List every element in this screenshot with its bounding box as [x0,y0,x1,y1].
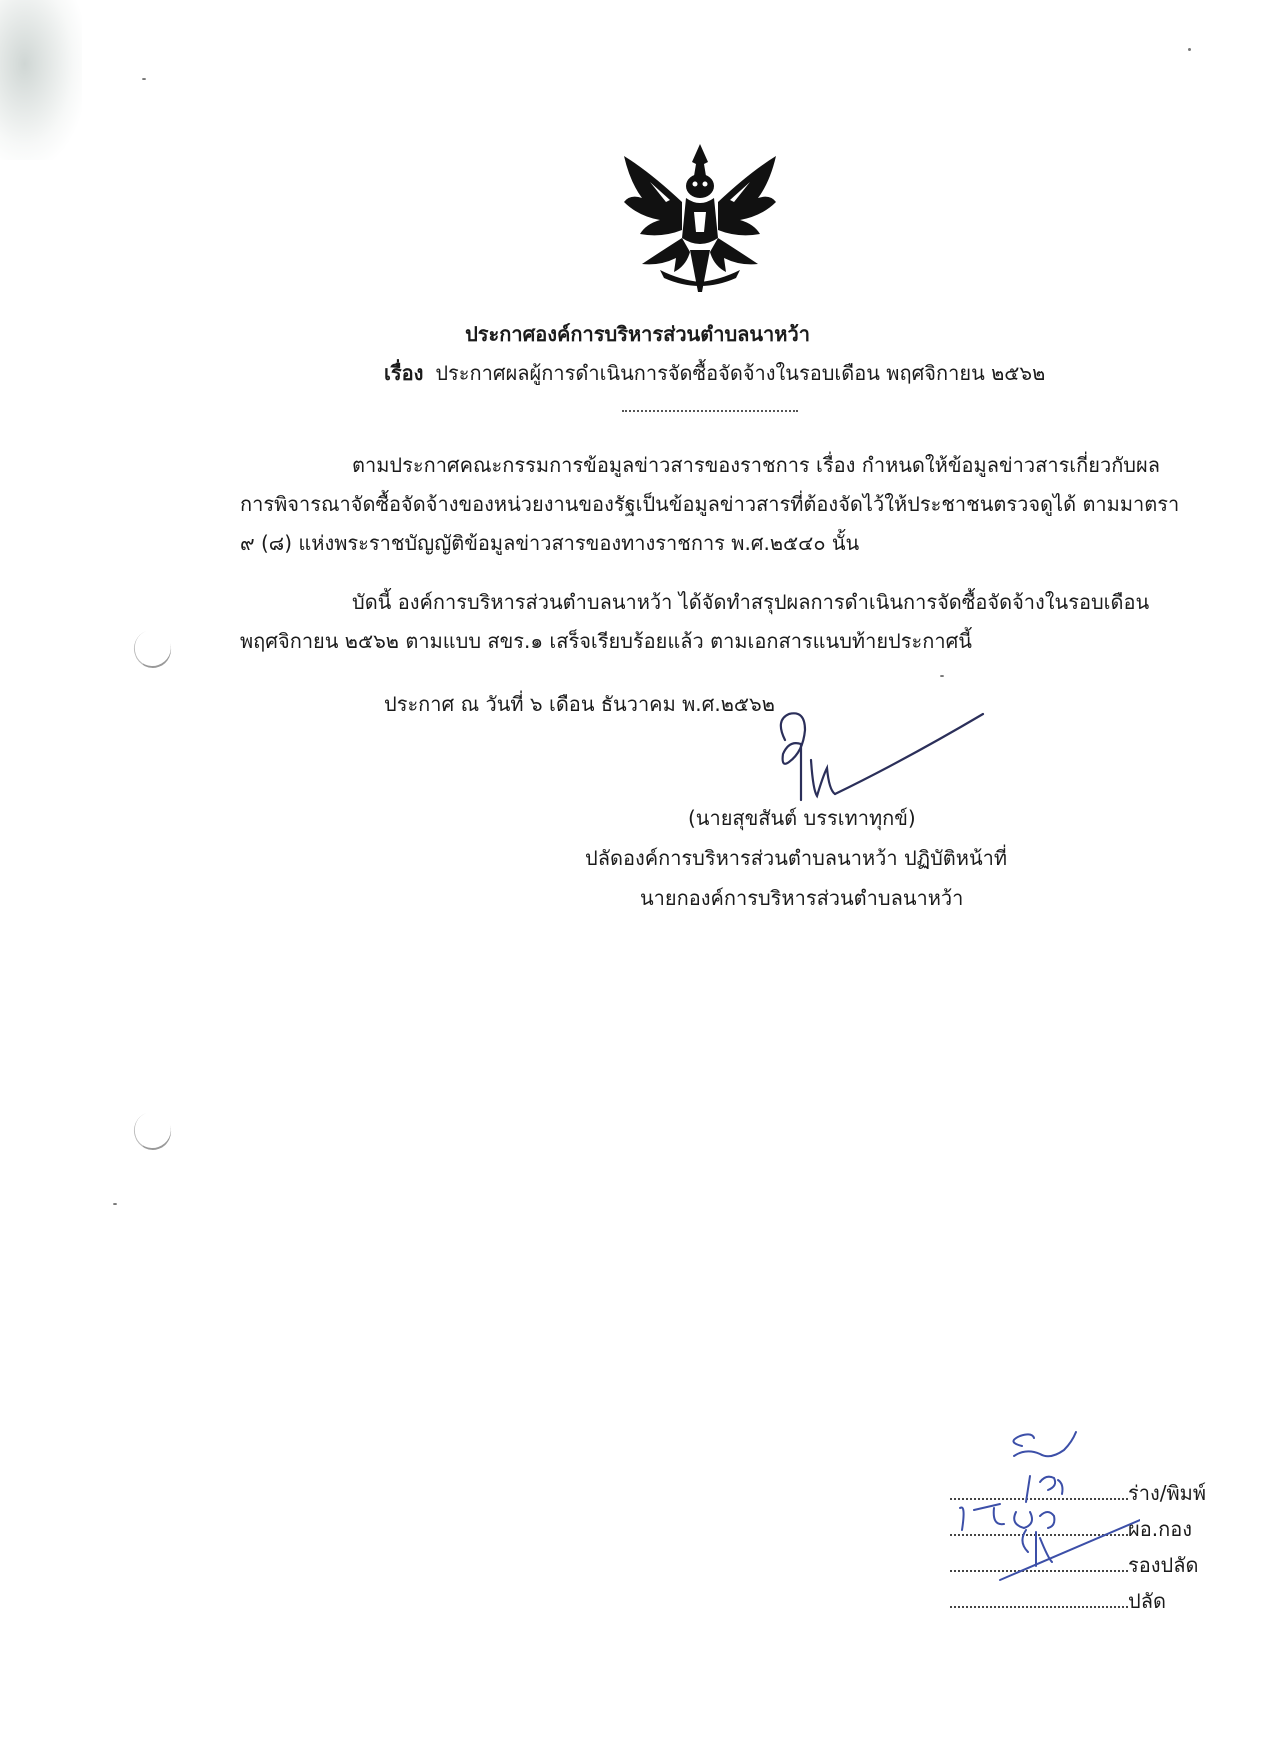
paragraph-1-line-2: การพิจารณาจัดซื้อจัดจ้างของหน่วยงานของรัฐเป็นข้อมูลข่าวสารที่ต้องจัดไว้ให้ประชาชนตรวจดูได้ ตามมาตรา [240,492,1180,516]
punch-hole [129,1107,177,1155]
paragraph-1-line-3: ๙ (๘) แห่งพระราชบัญญัติข้อมูลข่าวสารของทางราชการ พ.ศ.๒๕๔๐ นั้น [240,531,860,555]
subject-label: เรื่อง [384,361,424,385]
announcement-title: ประกาศองค์การบริหารส่วนตำบลนาหว้า [465,322,810,346]
paragraph-1-line-1: ตามประกาศคณะกรรมการข้อมูลข่าวสารของราชการ เรื่อง กำหนดให้ข้อมูลข่าวสารเกี่ยวกับผล [352,453,1160,477]
subject-text: ประกาศผลผู้การดำเนินการจัดซื้อจัดจ้างในรอบเดือน พฤศจิกายน ๒๕๖๒ [435,361,1046,385]
paragraph-2-line-2: พฤศจิกายน ๒๕๖๒ ตามแบบ สขร.๑ เสร็จเรียบร้อยแล้ว ตามเอกสารแนบท้ายประกาศนี้ [240,629,972,653]
announcement-date: ประกาศ ณ วันที่ ๖ เดือน ธันวาคม พ.ศ.๒๕๖๒ [384,692,775,716]
routing-dotted-line [950,1590,1128,1608]
signer-name: (นายสุขสันต์ บรรเทาทุกข์) [688,806,916,830]
approval-initials-icon [940,1420,1140,1590]
routing-label: ร่าง/พิมพ์ [1128,1481,1207,1505]
routing-label: รองปลัด [1128,1553,1199,1577]
garuda-emblem-icon [620,142,780,294]
scan-speck [113,1203,117,1205]
scan-speck [940,675,944,677]
routing-label: ปลัด [1128,1589,1166,1613]
routing-label: ผอ.กอง [1128,1517,1192,1541]
subject-line [384,357,1045,389]
scan-speck [1188,48,1191,51]
paragraph-2-line-1: บัดนี้ องค์การบริหารส่วนตำบลนาหว้า ได้จัดทำสรุปผลการดำเนินการจัดซื้อจัดจ้างในรอบเดือน [352,590,1150,614]
scan-speck [142,78,146,80]
scan-stain [0,0,82,160]
signer-position: ปลัดองค์การบริหารส่วนตำบลนาหว้า ปฏิบัติหน้าที่ [585,846,1008,870]
signer-position-acting: นายกองค์การบริหารส่วนตำบลนาหว้า [640,886,964,910]
punch-hole [129,625,177,673]
heading-divider [622,410,798,412]
